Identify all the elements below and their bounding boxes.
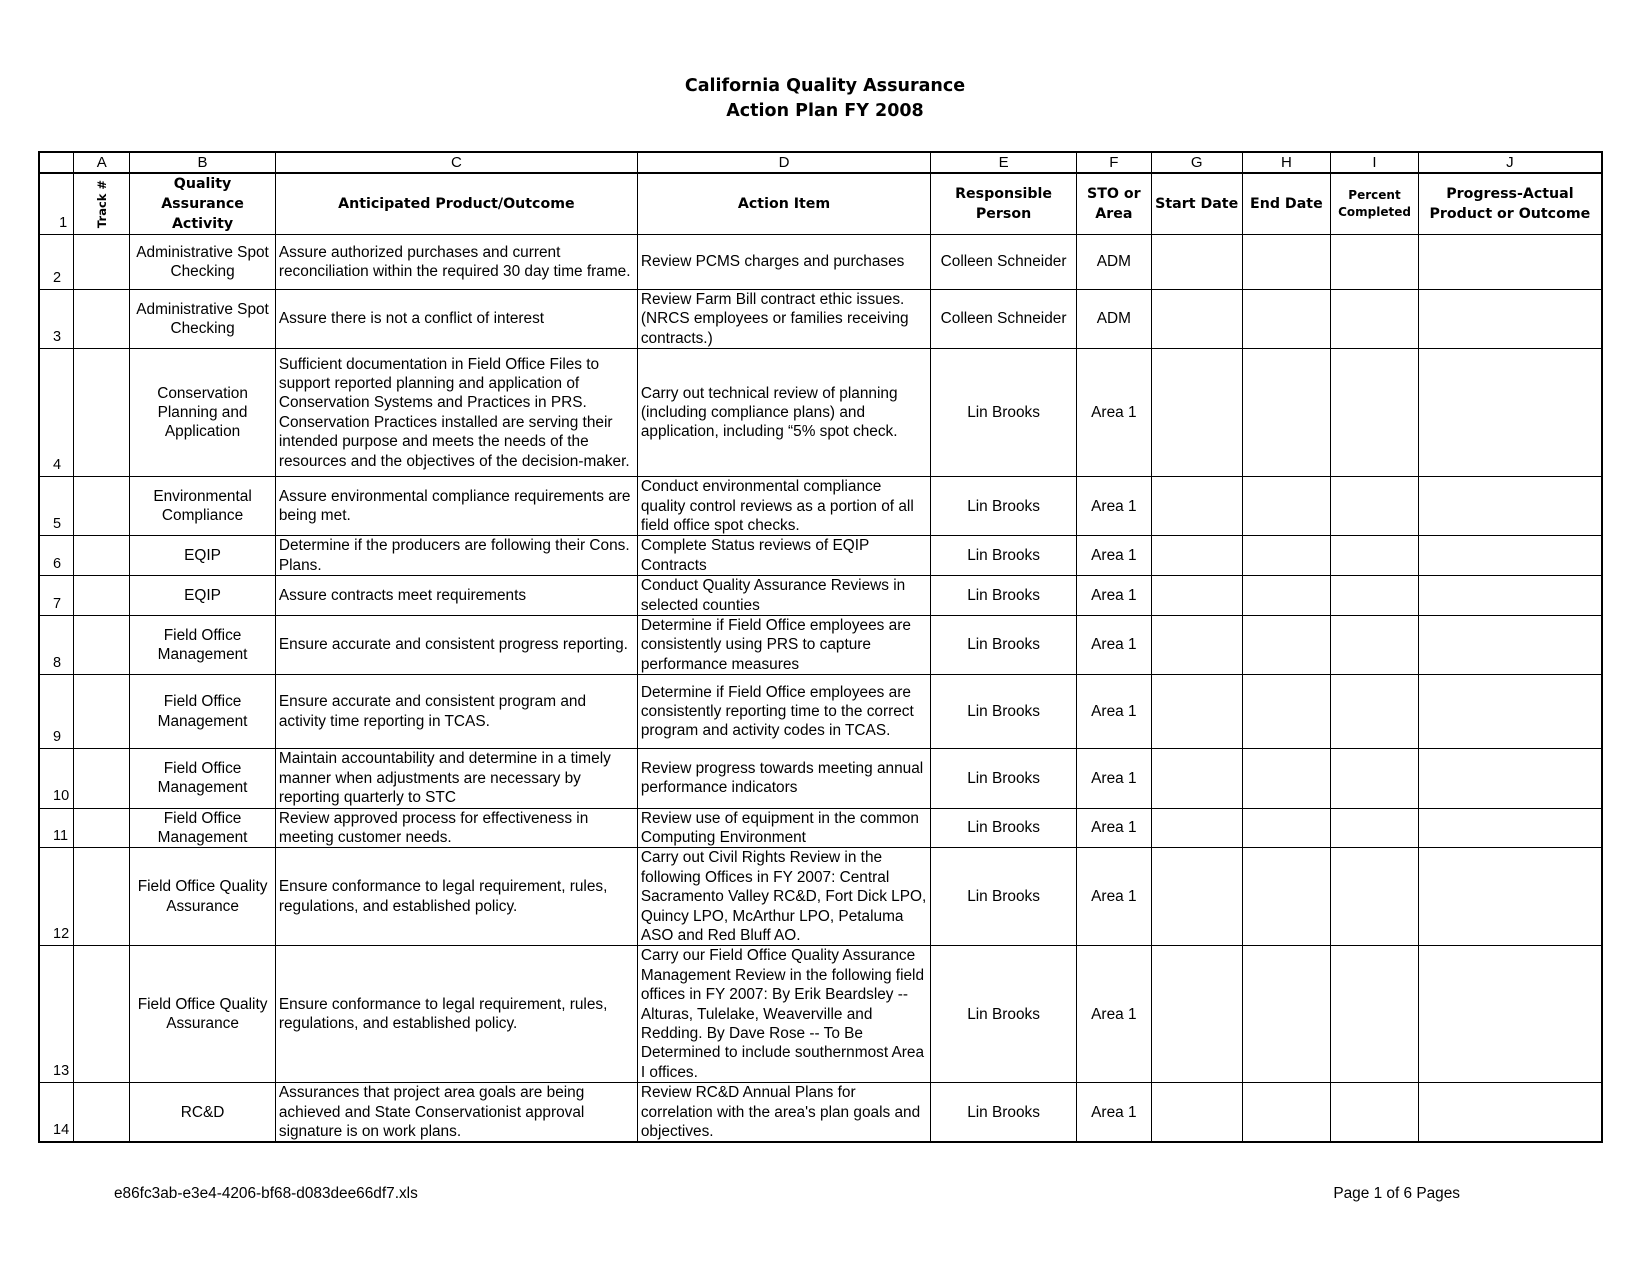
column-letter: F <box>1076 152 1151 173</box>
start-date-cell <box>1151 349 1242 477</box>
row-number: 12 <box>39 848 74 946</box>
action-cell: Determine if Field Office employees are consistently reporting time to the correct program and activity codes in TCAS. <box>637 675 930 749</box>
activity-cell: EQIP <box>130 576 276 616</box>
start-date-cell <box>1151 808 1242 848</box>
percent-cell <box>1331 946 1419 1083</box>
area-cell: Area 1 <box>1076 946 1151 1083</box>
activity-cell: EQIP <box>130 536 276 576</box>
product-cell: Assure contracts meet requirements <box>275 576 637 616</box>
percent-cell <box>1331 235 1419 290</box>
percent-cell <box>1331 808 1419 848</box>
product-cell: Review approved process for effectiveness in meeting customer needs. <box>275 808 637 848</box>
header-end-date: End Date <box>1242 173 1331 235</box>
activity-cell: Environmental Compliance <box>130 477 276 536</box>
end-date-cell <box>1242 946 1331 1083</box>
product-cell: Determine if the producers are following their Cons. Plans. <box>275 536 637 576</box>
percent-cell <box>1331 749 1419 808</box>
area-cell: Area 1 <box>1076 1083 1151 1143</box>
percent-cell <box>1331 349 1419 477</box>
action-cell: Conduct Quality Assurance Reviews in selected counties <box>637 576 930 616</box>
progress-cell <box>1418 576 1602 616</box>
row-number: 14 <box>39 1083 74 1143</box>
progress-cell <box>1418 235 1602 290</box>
track-cell <box>74 946 130 1083</box>
column-letter: G <box>1151 152 1242 173</box>
header-start-date: Start Date <box>1151 173 1242 235</box>
percent-cell <box>1331 477 1419 536</box>
track-cell <box>74 235 130 290</box>
column-letter: A <box>74 152 130 173</box>
area-cell: Area 1 <box>1076 576 1151 616</box>
table-row <box>39 848 1602 946</box>
row-number: 2 <box>39 235 74 290</box>
table-row <box>39 235 1602 290</box>
end-date-cell <box>1242 349 1331 477</box>
product-cell: Sufficient documentation in Field Office Files to support reported planning and application of Conservation Systems and Practices in PRS. Conservation Practices installed are serving their intended purpose and meets the needs of the resources and the objectives of the decision-maker. <box>275 349 637 477</box>
row-number: 5 <box>39 477 74 536</box>
action-cell: Complete Status reviews of EQIP Contracts <box>637 536 930 576</box>
progress-cell <box>1418 349 1602 477</box>
start-date-cell <box>1151 616 1242 675</box>
person-cell: Lin Brooks <box>931 576 1077 616</box>
header-activity: Quality Assurance Activity <box>130 173 276 235</box>
person-cell: Lin Brooks <box>931 675 1077 749</box>
activity-cell: Field Office Quality Assurance <box>130 848 276 946</box>
progress-cell <box>1418 946 1602 1083</box>
person-cell: Lin Brooks <box>931 616 1077 675</box>
header-percent: Percent Completed <box>1331 173 1419 235</box>
action-cell: Determine if Field Office employees are consistently using PRS to capture performance measures <box>637 616 930 675</box>
area-cell: Area 1 <box>1076 616 1151 675</box>
end-date-cell <box>1242 675 1331 749</box>
track-cell <box>74 848 130 946</box>
person-cell: Lin Brooks <box>931 808 1077 848</box>
end-date-cell <box>1242 576 1331 616</box>
start-date-cell <box>1151 1083 1242 1143</box>
row-number: 13 <box>39 946 74 1083</box>
track-cell <box>74 536 130 576</box>
activity-cell: Field Office Management <box>130 749 276 808</box>
person-cell: Colleen Schneider <box>931 235 1077 290</box>
progress-cell <box>1418 616 1602 675</box>
end-date-cell <box>1242 616 1331 675</box>
end-date-cell <box>1242 749 1331 808</box>
product-cell: Assure environmental compliance requirements are being met. <box>275 477 637 536</box>
table-row <box>39 536 1602 576</box>
document-title <box>0 74 1650 124</box>
column-letter: E <box>931 152 1077 173</box>
start-date-cell <box>1151 235 1242 290</box>
header-product: Anticipated Product/Outcome <box>275 173 637 235</box>
percent-cell <box>1331 848 1419 946</box>
column-letter: H <box>1242 152 1331 173</box>
track-cell <box>74 1083 130 1143</box>
percent-cell <box>1331 290 1419 349</box>
area-cell: ADM <box>1076 290 1151 349</box>
end-date-cell <box>1242 808 1331 848</box>
area-cell: ADM <box>1076 235 1151 290</box>
start-date-cell <box>1151 536 1242 576</box>
track-cell <box>74 675 130 749</box>
progress-cell <box>1418 290 1602 349</box>
track-cell <box>74 576 130 616</box>
person-cell: Lin Brooks <box>931 349 1077 477</box>
track-cell <box>74 808 130 848</box>
end-date-cell <box>1242 536 1331 576</box>
area-cell: Area 1 <box>1076 349 1151 477</box>
row-number: 1 <box>39 173 74 235</box>
row-number: 3 <box>39 290 74 349</box>
progress-cell <box>1418 808 1602 848</box>
activity-cell: RC&D <box>130 1083 276 1143</box>
end-date-cell <box>1242 235 1331 290</box>
action-cell: Review progress towards meeting annual performance indicators <box>637 749 930 808</box>
percent-cell <box>1331 1083 1419 1143</box>
column-letter: D <box>637 152 930 173</box>
row-number: 8 <box>39 616 74 675</box>
progress-cell <box>1418 749 1602 808</box>
action-cell: Review RC&D Annual Plans for correlation with the area's plan goals and objectives. <box>637 1083 930 1143</box>
header-area: STO or Area <box>1076 173 1151 235</box>
product-cell: Ensure conformance to legal requirement, rules, regulations, and established policy. <box>275 848 637 946</box>
row-number: 7 <box>39 576 74 616</box>
header-track-label: Track # <box>94 179 109 229</box>
end-date-cell <box>1242 1083 1331 1143</box>
table-row <box>39 749 1602 808</box>
track-cell <box>74 616 130 675</box>
action-cell: Review use of equipment in the common Computing Environment <box>637 808 930 848</box>
product-cell: Maintain accountability and determine in a timely manner when adjustments are necessary by reporting quarterly to STC <box>275 749 637 808</box>
start-date-cell <box>1151 848 1242 946</box>
person-cell: Lin Brooks <box>931 477 1077 536</box>
percent-cell <box>1331 616 1419 675</box>
person-cell: Lin Brooks <box>931 1083 1077 1143</box>
activity-cell: Field Office Management <box>130 616 276 675</box>
row-number: 6 <box>39 536 74 576</box>
start-date-cell <box>1151 477 1242 536</box>
table-row <box>39 675 1602 749</box>
title-line-2: Action Plan FY 2008 <box>726 101 924 121</box>
activity-cell: Conservation Planning and Application <box>130 349 276 477</box>
end-date-cell <box>1242 477 1331 536</box>
table-row <box>39 290 1602 349</box>
table-row <box>39 349 1602 477</box>
person-cell: Lin Brooks <box>931 536 1077 576</box>
table-row <box>39 808 1602 848</box>
person-cell: Lin Brooks <box>931 848 1077 946</box>
track-cell <box>74 749 130 808</box>
activity-cell: Field Office Management <box>130 675 276 749</box>
progress-cell <box>1418 1083 1602 1143</box>
action-cell: Carry out Civil Rights Review in the following Offices in FY 2007: Central Sacramento Valley RC&D, Fort Dick LPO, Quincy LPO, McArthur LPO, Petaluma ASO and Red Bluff AO. <box>637 848 930 946</box>
action-cell: Review Farm Bill contract ethic issues. (NRCS employees or families receiving contracts.) <box>637 290 930 349</box>
action-cell: Carry our Field Office Quality Assurance Management Review in the following field offices in FY 2007: By Erik Beardsley -- Alturas, Tulelake, Weaverville and Redding. By Dave Rose -- To Be Determined to include southernmost Area I offices. <box>637 946 930 1083</box>
column-letter: J <box>1418 152 1602 173</box>
header-track <box>74 173 130 235</box>
row-number: 9 <box>39 675 74 749</box>
product-cell: Ensure accurate and consistent progress reporting. <box>275 616 637 675</box>
table-row <box>39 576 1602 616</box>
action-cell: Review PCMS charges and purchases <box>637 235 930 290</box>
track-cell <box>74 349 130 477</box>
product-cell: Ensure accurate and consistent program and activity time reporting in TCAS. <box>275 675 637 749</box>
table-row <box>39 1083 1602 1143</box>
product-cell: Ensure conformance to legal requirement, rules, regulations, and established policy. <box>275 946 637 1083</box>
person-cell: Lin Brooks <box>931 946 1077 1083</box>
header-person: Responsible Person <box>931 173 1077 235</box>
header-progress: Progress-Actual Product or Outcome <box>1418 173 1602 235</box>
column-letter: I <box>1331 152 1419 173</box>
corner-cell <box>39 152 74 173</box>
table-row <box>39 946 1602 1083</box>
table-row <box>39 616 1602 675</box>
column-letter: C <box>275 152 637 173</box>
person-cell: Colleen Schneider <box>931 290 1077 349</box>
percent-cell <box>1331 536 1419 576</box>
column-letter-row <box>39 152 1602 173</box>
area-cell: Area 1 <box>1076 477 1151 536</box>
area-cell: Area 1 <box>1076 675 1151 749</box>
area-cell: Area 1 <box>1076 749 1151 808</box>
start-date-cell <box>1151 946 1242 1083</box>
progress-cell <box>1418 848 1602 946</box>
start-date-cell <box>1151 290 1242 349</box>
footer-page-number: Page 1 of 6 Pages <box>1333 1185 1460 1202</box>
person-cell: Lin Brooks <box>931 749 1077 808</box>
product-cell: Assurances that project area goals are being achieved and State Conservationist approval signature is on work plans. <box>275 1083 637 1143</box>
area-cell: Area 1 <box>1076 808 1151 848</box>
activity-cell: Field Office Management <box>130 808 276 848</box>
activity-cell: Administrative Spot Checking <box>130 235 276 290</box>
progress-cell <box>1418 477 1602 536</box>
end-date-cell <box>1242 848 1331 946</box>
start-date-cell <box>1151 675 1242 749</box>
activity-cell: Field Office Quality Assurance <box>130 946 276 1083</box>
track-cell <box>74 477 130 536</box>
header-action: Action Item <box>637 173 930 235</box>
title-line-1: California Quality Assurance <box>684 76 966 96</box>
action-cell: Carry out technical review of planning (including compliance plans) and application, including “5% spot check. <box>637 349 930 477</box>
start-date-cell <box>1151 749 1242 808</box>
product-cell: Assure authorized purchases and current reconciliation within the required 30 day time frame. <box>275 235 637 290</box>
track-cell <box>74 290 130 349</box>
progress-cell <box>1418 536 1602 576</box>
action-plan-table <box>38 151 1603 1143</box>
header-row <box>39 173 1602 235</box>
percent-cell <box>1331 675 1419 749</box>
row-number: 10 <box>39 749 74 808</box>
activity-cell: Administrative Spot Checking <box>130 290 276 349</box>
area-cell: Area 1 <box>1076 536 1151 576</box>
area-cell: Area 1 <box>1076 848 1151 946</box>
row-number: 11 <box>39 808 74 848</box>
end-date-cell <box>1242 290 1331 349</box>
start-date-cell <box>1151 576 1242 616</box>
percent-cell <box>1331 576 1419 616</box>
product-cell: Assure there is not a conflict of interest <box>275 290 637 349</box>
column-letter: B <box>130 152 276 173</box>
table-row <box>39 477 1602 536</box>
action-cell: Conduct environmental compliance quality control reviews as a portion of all field office spot checks. <box>637 477 930 536</box>
footer-filename: e86fc3ab-e3e4-4206-bf68-d083dee66df7.xls <box>114 1185 418 1202</box>
progress-cell <box>1418 675 1602 749</box>
row-number: 4 <box>39 349 74 477</box>
